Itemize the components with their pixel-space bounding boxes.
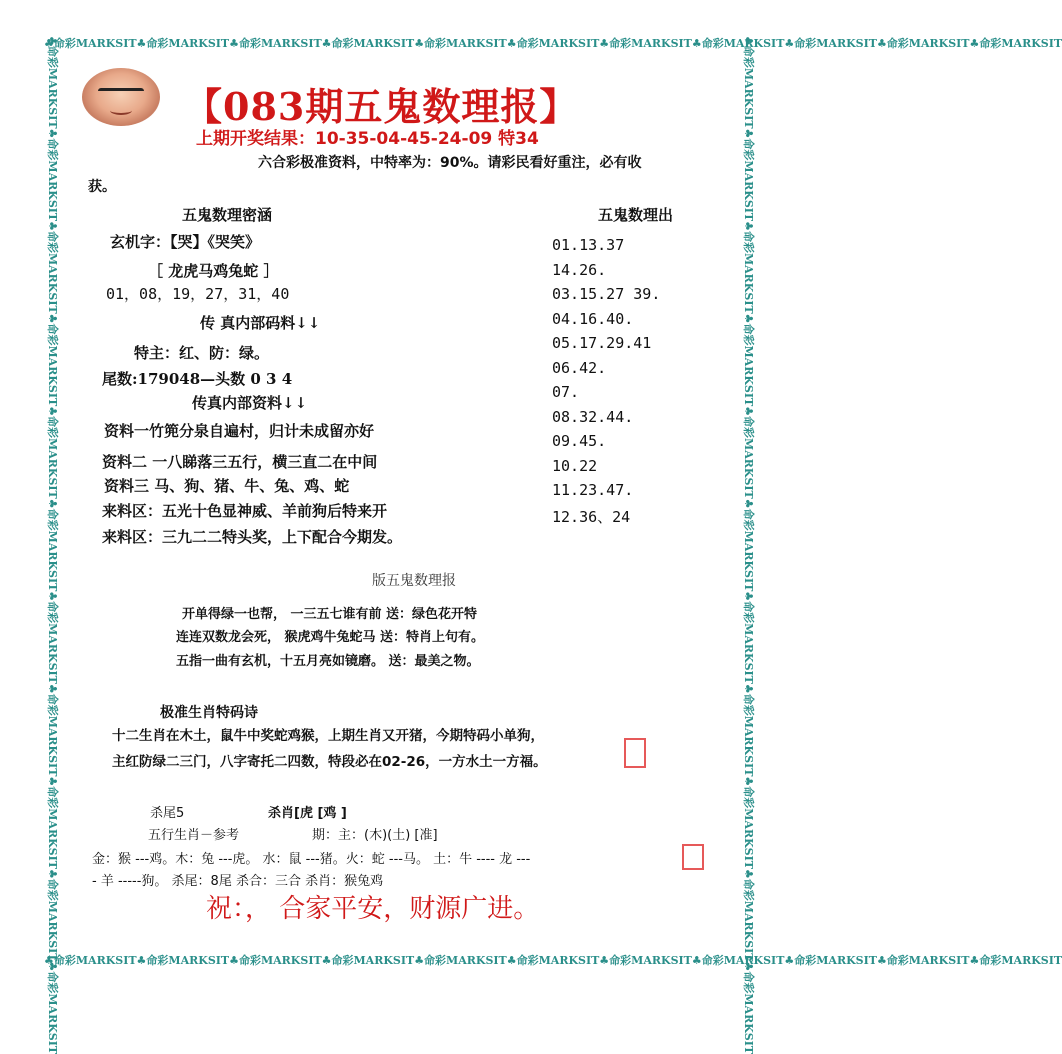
number-row: 10.22 [552,456,598,475]
poem-line-2: 主红防绿二三门，八字寄托二四数，特段必在02-26，一方水土一方福。 [112,754,547,770]
intro-line-2: 获。 [88,179,116,195]
number-row: 11.23.47. [552,481,634,499]
number-row: 07. [552,383,580,401]
data-line-3: 资料三 马、狗、猪、牛、兔、鸡、蛇 [104,477,350,495]
intro-line-1: 六合彩极准资料，中特率为：90%。请彩民看好重注，必有收 [258,155,642,171]
number-row: 01.13.37 [552,236,625,254]
elements-line-2: - 羊 -----狗。 杀尾：8尾 杀合：三合 杀肖：猴兔鸡 [92,874,384,889]
avatar-glasses [98,88,144,100]
mystery-word: 玄机字：【哭】《哭笑》 [110,233,261,251]
avatar-mouth [110,106,132,115]
fax-internal-code: 传 真内部码料↓↓ [200,314,321,332]
area-line-1: 来料区：五光十色显神威、羊前狗后特来开 [102,502,388,520]
title-bracket-left: 【 [184,84,224,129]
tail-numbers: 尾数:179048—头数 0 3 4 [102,370,293,388]
right-heading: 五鬼数理出 [598,206,674,224]
avatar [82,68,160,126]
number-row: 05.17.29.41 [552,334,652,352]
number-row: 12.36、24 [552,507,631,526]
left-heading: 五鬼数理密涵 [182,206,273,224]
data-line-1: 资料一竹篼分泉自遍村，归计未成留亦好 [104,422,375,440]
frame-left-text: ♣命彩MARKSIT♣命彩MARKSIT♣命彩MARKSIT♣命彩MARKSIT♣命彩MARKSIT♣命彩MARKSIT♣命彩MARKSIT♣命彩MARKSIT♣命彩MARKSIT♣命彩MARKSIT♣命彩MARKSIT [46,36,59,1054]
kill-zodiac: 杀肖[虎 [鸡 ] [268,806,347,821]
number-row: 08.32.44. [552,407,634,426]
frame-right-border [740,36,756,1054]
version-line-2: 连连双数龙会死， 猴虎鸡牛兔蛇马 送：特肖上句有。 [176,630,485,645]
red-stamp-2 [682,844,704,870]
frame-right-text: ♣命彩MARKSIT♣命彩MARKSIT♣命彩MARKSIT♣命彩MARKSIT♣命彩MARKSIT♣命彩MARKSIT♣命彩MARKSIT♣命彩MARKSIT♣命彩MARKSIT♣命彩MARKSIT♣命彩MARKSIT [742,36,755,1054]
title-text: 083期五鬼数理报 [223,84,540,129]
zodiac-set: ［ 龙虎马鸡兔蛇 ］ [148,262,279,280]
title-bracket-right: 】 [539,84,579,129]
poem-line-1: 十二生肖在木土，鼠牛中奖蛇鸡猴，上期生肖又开猪，今期特码小单狗， [112,728,544,744]
footer-blessing: 祝：， 合家平安，财源广进。 [206,894,540,924]
five-elements-value: 期：主：(木)(土) [准] [312,828,438,843]
five-elements-label: 五行生肖－参考 [148,828,240,843]
number-row: 04.16.40. [552,309,634,328]
kill-tail: 杀尾5 [150,806,185,821]
frame-top-border: ♣命彩MARKSIT♣命彩MARKSIT♣命彩MARKSIT♣命彩MARKSIT♣命彩MARKSIT♣命彩MARKSIT♣命彩MARKSIT♣命彩MARKSIT♣命彩MARKSIT♣命彩MARKSIT♣命彩MARKSIT [44,37,1062,50]
page-title [184,76,578,131]
frame-bottom-border: ♣命彩MARKSIT♣命彩MARKSIT♣命彩MARKSIT♣命彩MARKSIT♣命彩MARKSIT♣命彩MARKSIT♣命彩MARKSIT♣命彩MARKSIT♣命彩MARKSIT♣命彩MARKSIT♣命彩MARKSIT [44,954,1062,967]
version-line-1: 开单得绿一也帮， 一三五七谁有前 送：绿色花开特 [182,607,478,622]
number-row: 03.15.27 39. [552,285,661,303]
last-result: 上期开奖结果：10-35-04-45-24-09 特34 [196,129,539,149]
number-row: 06.42. [552,358,607,377]
number-row: 09.45. [552,432,607,450]
version-line-3: 五指一曲有玄机，十五月亮如镜磨。 送：最美之物。 [176,654,480,669]
data-line-2: 资料二 一八睇落三五行，横三直二在中间 [102,453,378,471]
fax-internal-data: 传真内部资料↓↓ [192,394,308,412]
version-heading: 版五鬼数理报 [372,573,456,589]
lucky-numbers: 01，08，19，27，31，40 [106,285,290,303]
area-line-2: 来料区：三九二二特头奖，上下配合今期发。 [102,528,403,546]
number-row: 14.26. [552,260,607,279]
special-color: 特主：红、防：绿。 [134,344,270,362]
red-stamp-1 [624,738,646,768]
elements-line-1: 金：猴 ---鸡。木：兔 ---虎。 水：鼠 ---猪。火：蛇 ---马。 土：牛 ---- 龙 --- [92,852,531,867]
frame-left-border [44,36,60,1054]
poem-heading: 极准生肖特码诗 [160,705,258,721]
